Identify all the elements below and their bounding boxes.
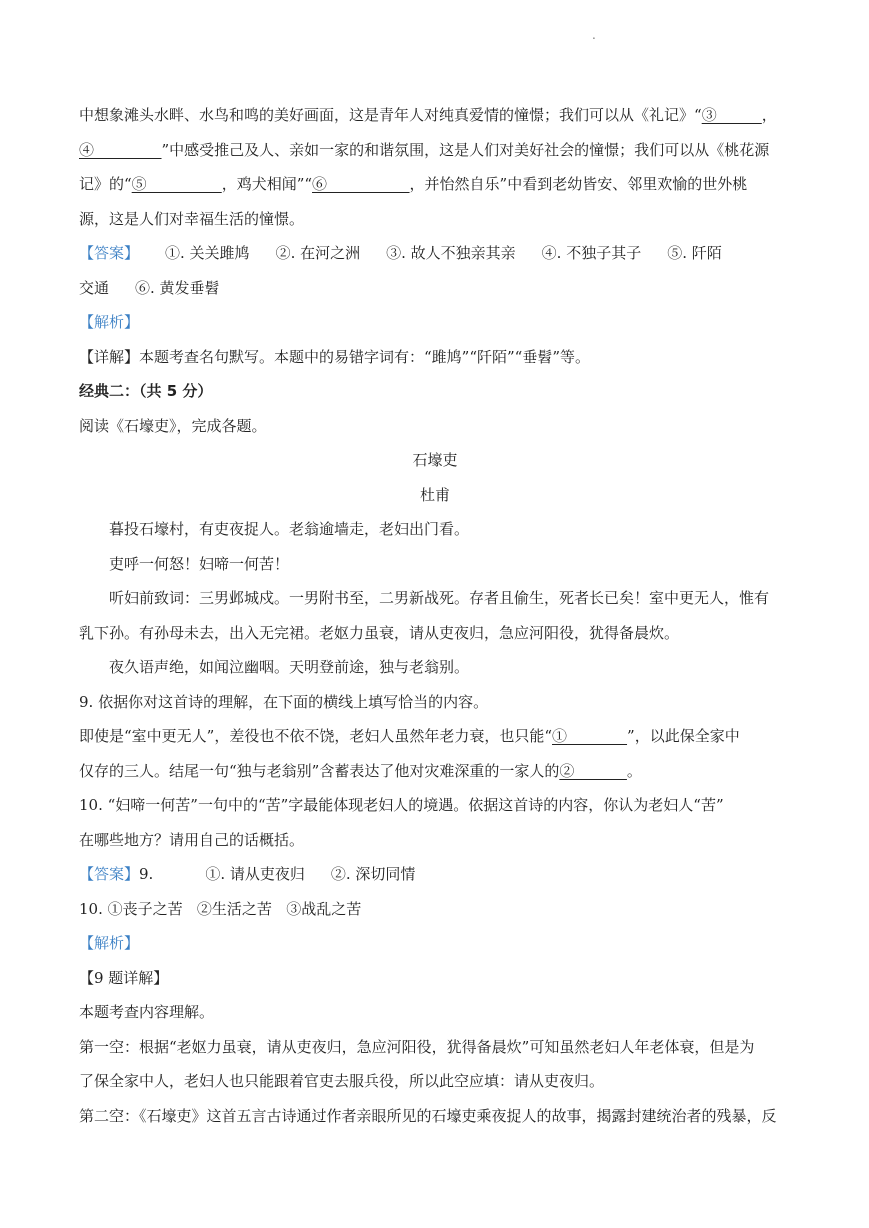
question-9-line: 即使是“室中更无人”，差役也不依不饶，老妇人虽然年老力衰，也只能“①________”，以此保全家中 [79, 727, 740, 745]
analysis-tag: 【解析】 [79, 934, 140, 952]
answer-2: 【答案】9. ①. 请从吏夜归 ②. 深切同情 [79, 865, 416, 883]
detail-9-title: 【9 题详解】 [79, 968, 169, 987]
blank-6: ⑥___________ [312, 175, 410, 193]
document-body [79, 98, 791, 1133]
instruction: 阅读《石壕吏》，完成各题。 [79, 416, 267, 435]
analysis-tag: 【解析】 [79, 313, 140, 331]
section-title: 经典二：（共 5 分） [79, 382, 213, 400]
poem-paragraph: 听妇前致词：三男邺城戍。一男附书至，二男新战死。存者且偷生，死者长已矣！室中更无人，惟有 [109, 589, 770, 607]
text-line: 中想象滩头水畔、水鸟和鸣的美好画面，这是青年人对纯真爱情的憧憬；我们可以从《礼记》“③______， [79, 106, 777, 124]
header-dot: . [592, 28, 596, 42]
answer-1: 【答案】 ①. 关关雎鸠 ②. 在河之洲 ③. 故人不独亲其亲 ④. 不独子其子 ⑤. 阡陌 [79, 244, 722, 262]
blank-4: ④_________ [79, 140, 162, 159]
detail-9-paragraph-cont: 了保全家中人，老妇人也只能跟着官吏去服兵役，所以此空应填：请从吏夜归。 [79, 1072, 605, 1090]
q9-blank-2: ②_______ [559, 761, 627, 780]
blank-3: ③______ [701, 106, 762, 124]
poem-paragraph: 吏呼一何怒！妇啼一何苦！ [109, 554, 290, 573]
blank-5: ⑤__________ [131, 175, 222, 193]
question-10-cont: 在哪些地方？请用自己的话概括。 [79, 830, 305, 849]
detail-9-paragraph: 第二空：《石壕吏》这首五言古诗通过作者亲眼所见的石壕吏乘夜捉人的故事，揭露封建统治者的残暴，反 [79, 1106, 777, 1125]
detail-1: 【详解】本题考查名句默写。本题中的易错字词有：“雎鸠”“阡陌”“垂髫”等。 [79, 347, 591, 366]
text-line: ④_________”中感受推己及人、亲如一家的和谐氛围，这是人们对美好社会的憧憬；我们可以从《桃花源 [79, 140, 770, 159]
poem-title: 石壕吏 [412, 451, 458, 469]
question-9-line: 仅存的三人。结尾一句“独与老翁别”含蓄表达了他对灾难深重的一家人的②_______。 [79, 761, 642, 780]
q9-blank-1: ①________ [552, 727, 628, 745]
poem-paragraph: 夜久语声绝，如闻泣幽咽。天明登前途，独与老翁别。 [109, 658, 470, 676]
answer-1-cont: 交通 ⑥. 黄发垂髫 [79, 278, 220, 297]
text-line: 源，这是人们对幸福生活的憧憬。 [79, 209, 305, 228]
poem-paragraph: 暮投石壕村，有吏夜捉人。老翁逾墙走，老妇出门看。 [109, 520, 470, 538]
answer-10: 10. ①丧子之苦 ②生活之苦 ③战乱之苦 [79, 899, 362, 918]
question-10: 10. “妇啼一何苦”一句中的“苦”字最能体现老妇人的境遇。依据这首诗的内容，你认为老妇人“苦” [79, 796, 724, 814]
poem-author: 杜甫 [419, 485, 450, 504]
answer-tag: 【答案】 [79, 865, 140, 883]
detail-9-paragraph: 第一空：根据“老妪力虽衰，请从吏夜归，急应河阳役，犹得备晨炊”可知虽然老妇人年老体衰，但是为 [79, 1037, 755, 1056]
answer-tag: 【答案】 [79, 244, 140, 262]
poem-paragraph-cont: 乳下孙。有孙母未去，出入无完裙。老妪力虽衰，请从吏夜归，急应河阳役，犹得备晨炊。 [79, 623, 680, 642]
question-9: 9. 依据你对这首诗的理解，在下面的横线上填写恰当的内容。 [79, 692, 489, 711]
text-line: 记》的“⑤__________，鸡犬相闻”“⑥___________，并怡然自乐”中看到老幼皆安、邻里欢愉的世外桃 [79, 175, 748, 193]
detail-9-intro: 本题考查内容理解。 [79, 1003, 215, 1021]
